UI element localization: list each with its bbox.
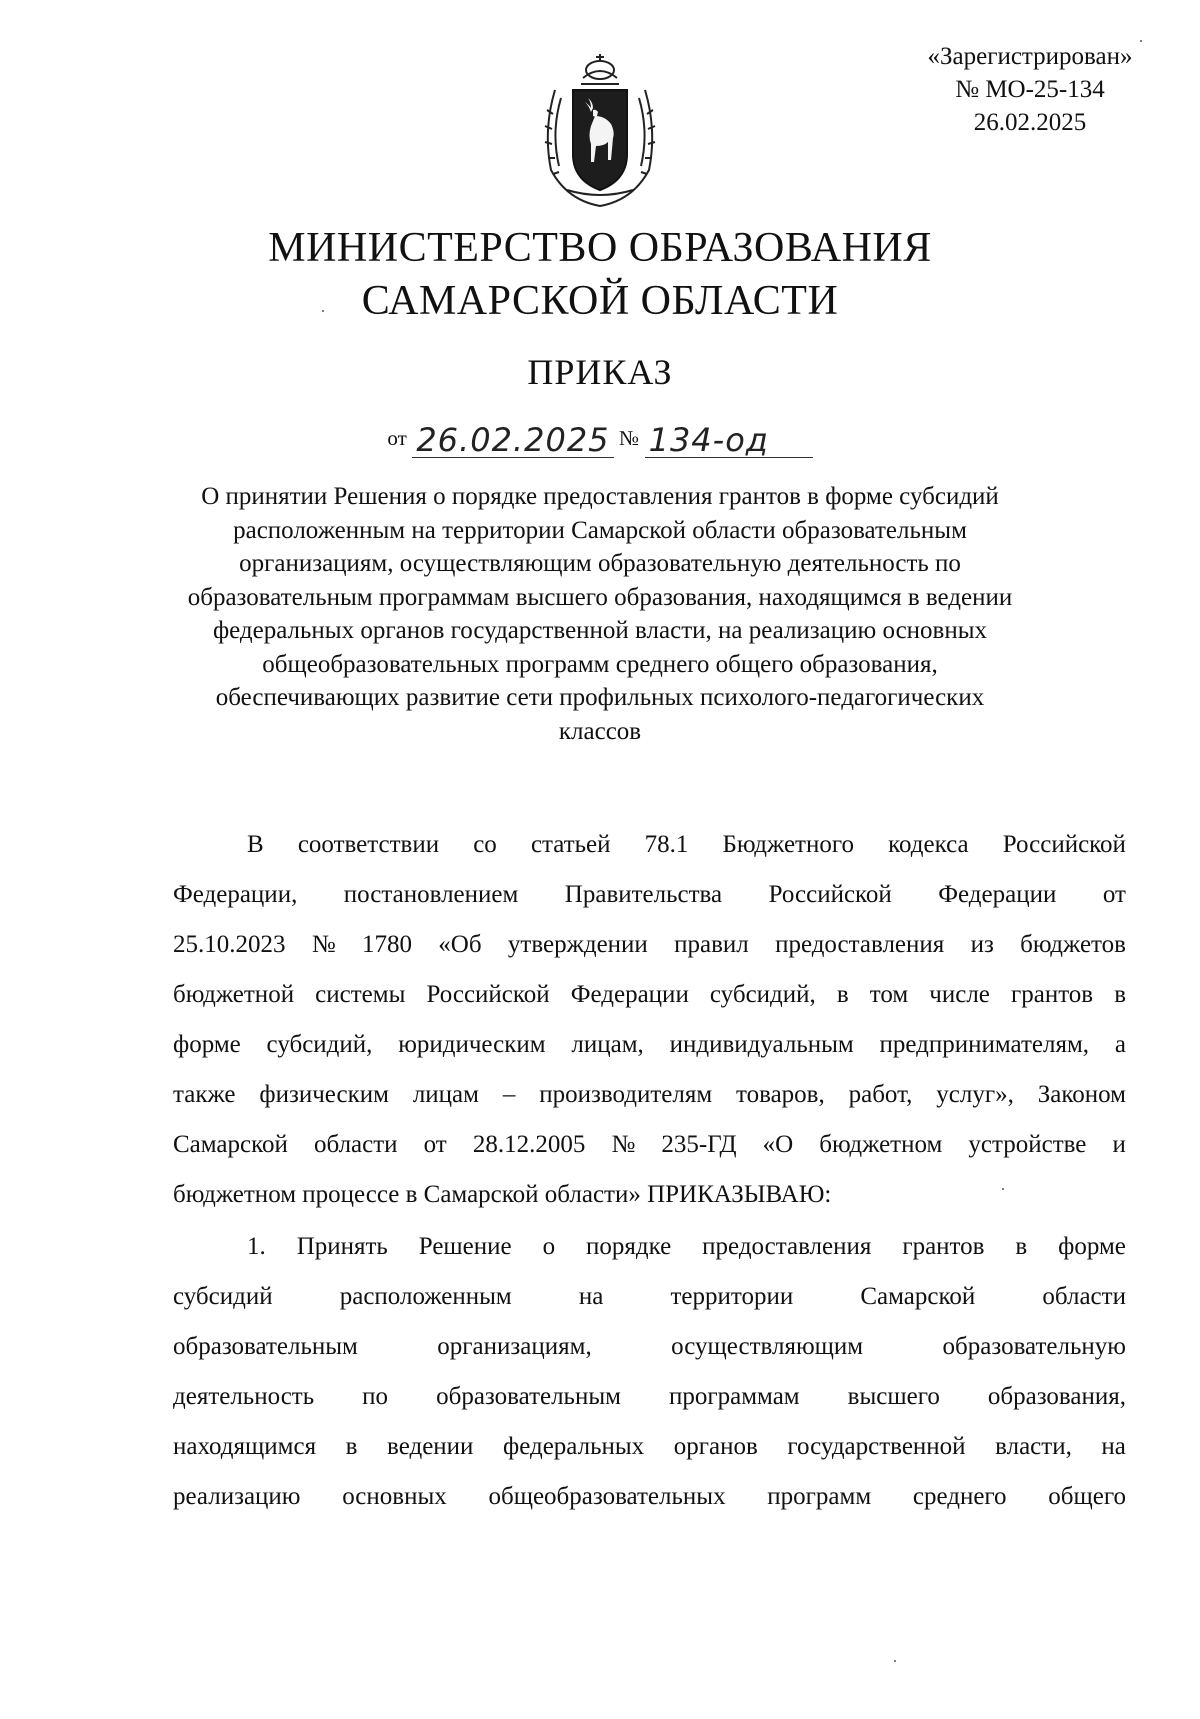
word: основных <box>342 1483 447 1510</box>
paragraph-line <box>173 1372 1126 1422</box>
word: высшего <box>847 1383 940 1410</box>
word: системы <box>315 981 406 1008</box>
paragraph-line <box>173 1222 1126 1272</box>
word: Решение <box>418 1233 512 1260</box>
paragraph-line <box>173 820 1126 870</box>
paragraph-line <box>173 1472 1126 1522</box>
samara-coat-of-arms-icon <box>533 50 667 210</box>
subject-line: федеральных органов государственной власти, на реализацию основных <box>212 617 988 644</box>
paragraph-line <box>173 1322 1126 1372</box>
word: 25.10.2023 <box>173 931 286 958</box>
order-number-label: № <box>619 426 640 450</box>
preamble-paragraph <box>173 820 1126 1220</box>
word: осуществляющим <box>671 1333 864 1360</box>
registration-number: № МО-25-134 <box>955 76 1105 103</box>
word: со <box>473 831 497 858</box>
word: власти, <box>995 1433 1072 1460</box>
word: государственной <box>787 1433 966 1460</box>
word: Федерации <box>938 881 1057 908</box>
word: кодекса <box>888 831 969 858</box>
word: грантов <box>1010 981 1094 1008</box>
scan-speck <box>894 1660 896 1662</box>
word: субсидий, <box>709 981 816 1008</box>
ministry-title <box>0 222 1200 328</box>
word: организациям, <box>437 1333 592 1360</box>
paragraph-line <box>173 1272 1126 1322</box>
word: от <box>423 1131 447 1158</box>
word: услуг», <box>936 1081 1014 1108</box>
word: а <box>1114 1031 1126 1058</box>
word: из <box>970 931 994 958</box>
word: Принять <box>296 1233 388 1260</box>
paragraph-line <box>173 1422 1126 1472</box>
word: находящимся <box>173 1433 317 1460</box>
word: в <box>1015 1233 1028 1260</box>
order-number-handwritten: 134-од <box>645 423 813 458</box>
word: постановлением <box>343 881 519 908</box>
word: работ, <box>848 1081 913 1108</box>
word: на <box>578 1283 604 1310</box>
scan-speck <box>1002 1188 1004 1190</box>
order-item-1-paragraph <box>173 1222 1126 1522</box>
word: о <box>542 1233 556 1260</box>
word: Законом <box>1037 1081 1126 1108</box>
subject-line: организациям, осуществляющим образовательную деятельность по <box>239 550 961 577</box>
word: также <box>173 1081 236 1108</box>
word: «О <box>762 1131 794 1158</box>
subject-line: образовательным программам высшего образования, находящимся в ведении <box>187 583 1013 611</box>
word: среднего <box>912 1483 1007 1510</box>
word: Самарской <box>173 1131 288 1158</box>
word: 1. <box>247 1233 266 1260</box>
ministry-title-line-1: МИНИСТЕРСТВО ОБРАЗОВАНИЯ <box>268 225 932 271</box>
word: индивидуальным <box>669 1031 854 1058</box>
registration-date: 26.02.2025 <box>973 109 1087 136</box>
word: общего <box>1048 1483 1126 1510</box>
word: в <box>836 981 849 1008</box>
word: 28.12.2005 <box>472 1131 586 1158</box>
word: бюджетном <box>819 1131 943 1158</box>
word: федеральных <box>503 1433 645 1460</box>
word: от <box>1102 881 1126 908</box>
paragraph-line <box>173 1020 1126 1070</box>
registration-status: «Зарегистрирован» <box>927 43 1133 70</box>
word: числе <box>929 981 990 1008</box>
word: юридическим <box>398 1031 546 1058</box>
word: утверждении <box>507 931 648 958</box>
word: реализацию <box>173 1483 301 1510</box>
subject-line: О принятии Решения о порядке предоставления грантов в форме субсидий <box>201 483 999 510</box>
word: территории <box>670 1283 794 1310</box>
word: ведении <box>387 1433 474 1460</box>
word: № <box>611 1131 636 1158</box>
word: Самарской <box>860 1283 976 1310</box>
word: по <box>362 1383 389 1410</box>
word: расположенным <box>339 1283 512 1310</box>
word: образовательную <box>942 1333 1126 1360</box>
word: форме <box>1058 1233 1126 1260</box>
word: и <box>1112 1131 1126 1158</box>
word: деятельность <box>173 1383 315 1410</box>
subject-line: расположенным на территории Самарской области образовательным <box>233 516 967 544</box>
word: статьей <box>530 831 611 858</box>
word: Российской <box>426 981 550 1008</box>
word: «Об <box>438 931 482 958</box>
word: общеобразовательных <box>488 1483 726 1510</box>
word: устройстве <box>968 1131 1087 1158</box>
word: соответствии <box>297 831 440 858</box>
order-date-number-line <box>0 418 1200 458</box>
word: Правительства <box>564 881 723 908</box>
word: предпринимателям, <box>879 1031 1090 1058</box>
word: субсидий, <box>266 1031 373 1058</box>
paragraph-line <box>173 970 1126 1020</box>
scan-speck <box>322 310 324 312</box>
word: бюджетов <box>1020 931 1126 958</box>
order-subject <box>150 480 1050 748</box>
subject-line: общеобразовательных программ среднего общего образования, <box>262 650 938 678</box>
word: образования, <box>987 1383 1126 1410</box>
word: предоставления <box>702 1233 872 1260</box>
registration-stamp <box>880 40 1180 139</box>
order-from-label: от <box>387 426 407 450</box>
word: лицам, <box>571 1031 644 1058</box>
word: в <box>1114 981 1126 1008</box>
word: 235-ГД <box>661 1131 737 1158</box>
word: форме <box>173 1031 241 1058</box>
paragraph-line: бюджетном процессе в Самарской области» ПРИКАЗЫВАЮ: <box>173 1181 832 1208</box>
word: 1780 <box>361 931 412 958</box>
word: В <box>247 831 264 858</box>
word: программам <box>669 1383 800 1410</box>
word: в <box>345 1433 358 1460</box>
word: образовательным <box>436 1383 621 1410</box>
document-type: ПРИКАЗ <box>527 352 673 392</box>
word: № <box>311 931 336 958</box>
word: порядке <box>586 1233 672 1260</box>
paragraph-line <box>173 1070 1126 1120</box>
word: Федерации <box>570 981 689 1008</box>
word: лицам <box>412 1081 479 1108</box>
word: товаров, <box>736 1081 825 1108</box>
word: грантов <box>902 1233 985 1260</box>
paragraph-line <box>173 1120 1126 1170</box>
word: производителям <box>539 1081 713 1108</box>
word: органов <box>673 1433 758 1460</box>
word: области <box>1042 1283 1126 1310</box>
word: бюджетной <box>173 981 295 1008</box>
ministry-title-line-2: САМАРСКОЙ ОБЛАСТИ <box>361 278 839 324</box>
scan-speck <box>1140 40 1142 42</box>
word: – <box>502 1081 516 1108</box>
word: физическим <box>259 1081 389 1108</box>
word: области <box>313 1131 398 1158</box>
word: Российской <box>768 881 892 908</box>
word: Российской <box>1002 831 1126 858</box>
word: на <box>1101 1433 1126 1460</box>
order-date-handwritten: 26.02.2025 <box>412 423 613 458</box>
word: 78.1 <box>644 831 689 858</box>
word: правил <box>674 931 749 958</box>
subject-line: обеспечивающих развитие сети профильных психолого-педагогических <box>215 684 985 711</box>
word: образовательным <box>173 1333 358 1360</box>
word: субсидий <box>173 1283 273 1310</box>
word: том <box>869 981 909 1008</box>
word: Федерации, <box>173 881 298 908</box>
word: Бюджетного <box>722 831 854 858</box>
subject-line: классов <box>558 717 642 745</box>
word: программ <box>767 1483 872 1510</box>
word: предоставления <box>775 931 945 958</box>
paragraph-line <box>173 870 1126 920</box>
paragraph-line <box>173 920 1126 970</box>
